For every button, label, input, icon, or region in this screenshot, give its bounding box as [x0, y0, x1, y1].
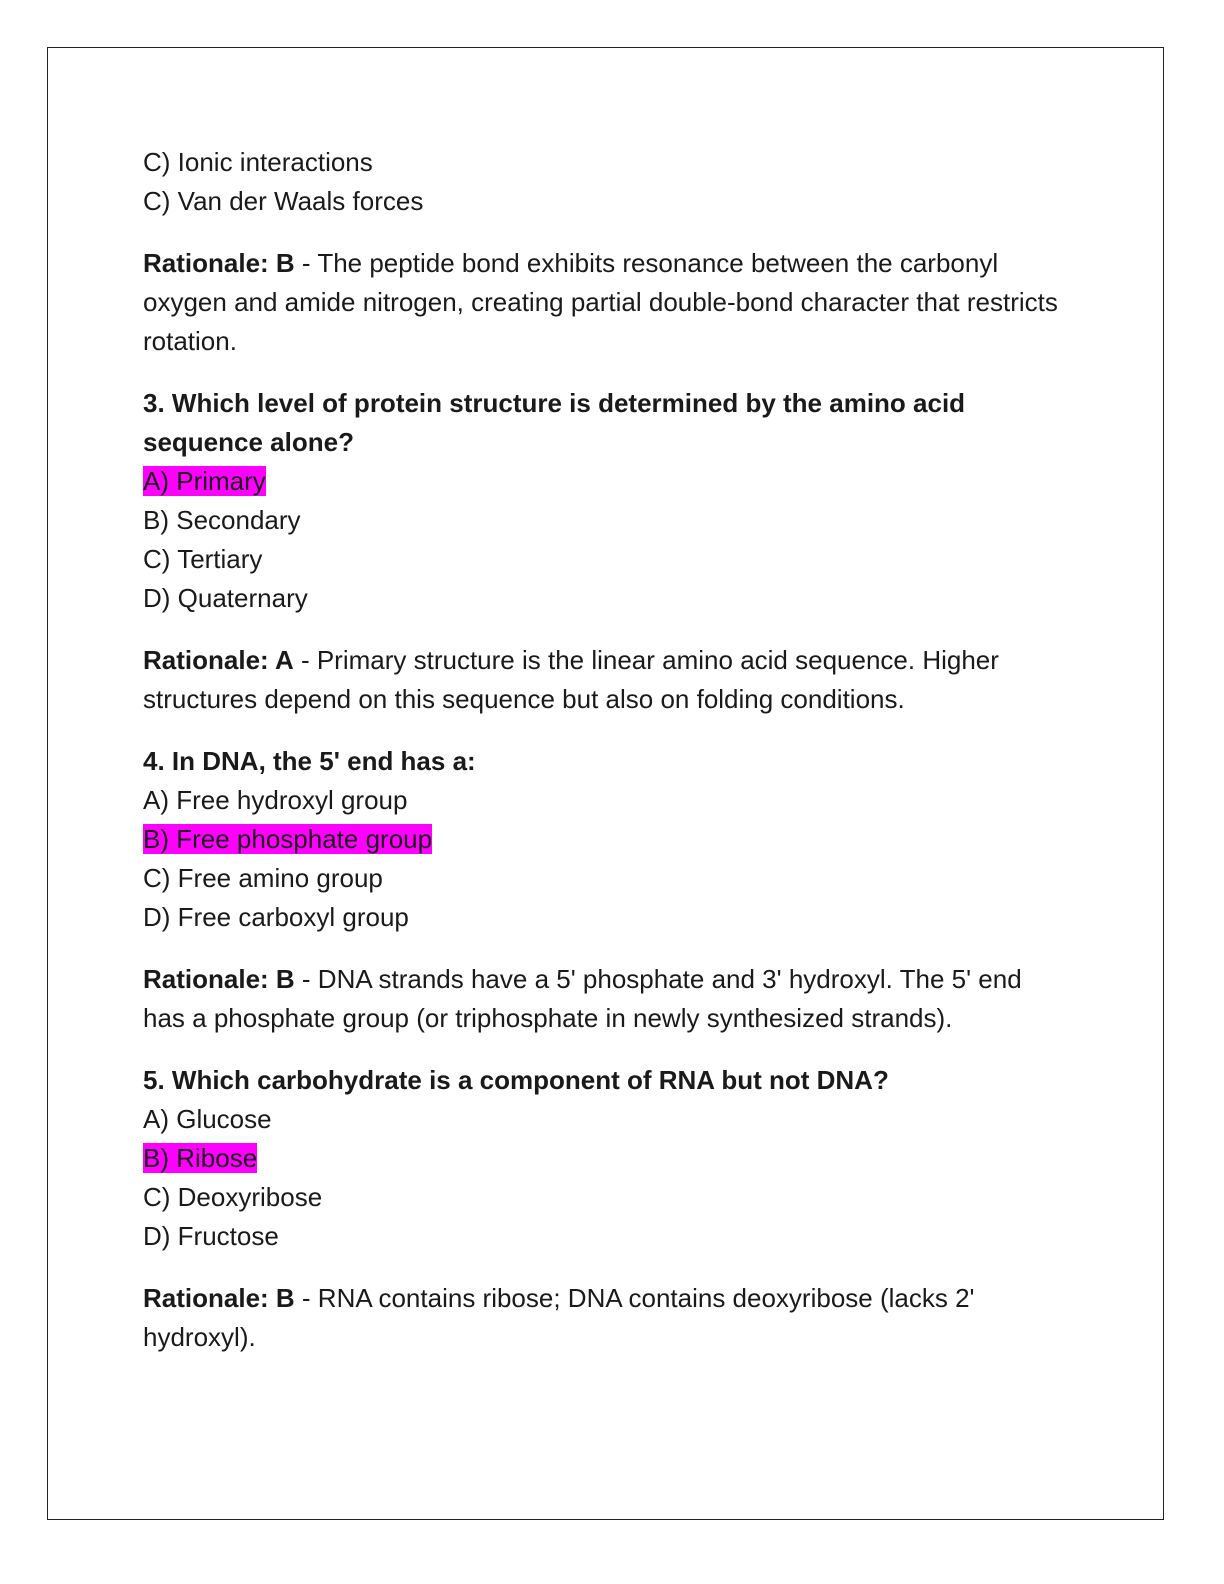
document-body [143, 143, 1083, 1357]
option-line: C) Van der Waals forces [143, 186, 424, 216]
option-d-q4: D) Free carboxyl group [143, 902, 409, 932]
option-c-q3: C) Tertiary [143, 544, 263, 574]
question-4: 4. In DNA, the 5' end has a: [143, 746, 476, 776]
rationale-q4 [143, 960, 1023, 1038]
option-b-q5 [143, 1139, 1083, 1178]
option-b-q3: B) Secondary [143, 505, 301, 535]
answer-highlight: B) Free phosphate group [143, 824, 433, 854]
rationale-text: - DNA strands have a 5' phosphate and 3' hydroxyl. The 5' end has a phosphate group (or triphosphate in newly synthesized strands). [143, 964, 1022, 1033]
rationale-q3 [143, 641, 1083, 719]
option-b-q4 [143, 820, 1083, 859]
option-line: C) Ionic interactions [143, 147, 373, 177]
question-5: 5. Which carbohydrate is a component of RNA but not DNA? [143, 1065, 889, 1095]
rationale-label: Rationale: B [143, 964, 295, 994]
rationale-label: Rationale: B [143, 1283, 295, 1313]
question-3: 3. Which level of protein structure is determined by the amino acid sequence alone? [143, 388, 966, 457]
option-d-q3: D) Quaternary [143, 583, 308, 613]
answer-highlight: B) Ribose [143, 1143, 258, 1173]
answer-highlight: A) Primary [143, 466, 266, 496]
option-a-q4: A) Free hydroxyl group [143, 785, 408, 815]
rationale-q5 [143, 1279, 1043, 1357]
rationale-text: - Primary structure is the linear amino acid sequence. Higher structures depend on this sequence but also on folding conditions. [143, 645, 999, 714]
rationale-text: - The peptide bond exhibits resonance between the carbonyl oxygen and amide nitrogen, creating partial double-bond character that restricts rotation. [143, 248, 1058, 356]
option-c-q5: C) Deoxyribose [143, 1182, 323, 1212]
rationale-label: Rationale: A [143, 645, 294, 675]
rationale-label: Rationale: B [143, 248, 295, 278]
option-d-q5: D) Fructose [143, 1221, 279, 1251]
option-a-q5: A) Glucose [143, 1104, 272, 1134]
option-a-q3 [143, 462, 1083, 501]
option-c-q4: C) Free amino group [143, 863, 383, 893]
rationale-text: - RNA contains ribose; DNA contains deoxyribose (lacks 2' hydroxyl). [143, 1283, 975, 1352]
rationale-q2 [143, 244, 1083, 361]
